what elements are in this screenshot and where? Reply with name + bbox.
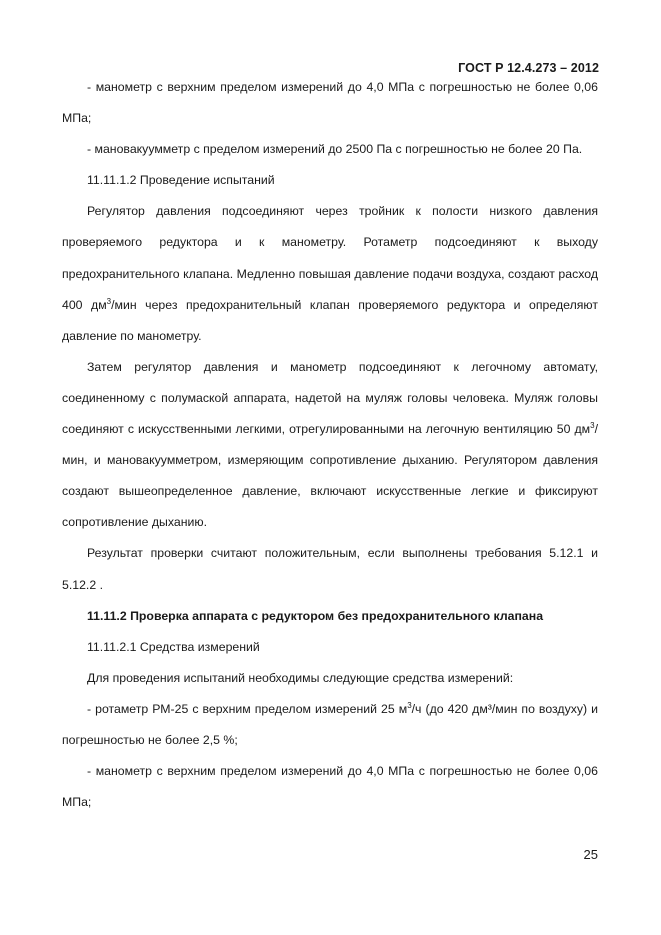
document-body	[62, 72, 598, 818]
paragraph-manovacuummeter: - мановакуумметр с пределом измерений до 2500 Па с погрешностью не более 20 Па.	[87, 142, 583, 157]
paragraph-manometer-2: - манометр с верхним пределом измерений до 4,0 МПа с погрешностью не более 0,06 МПа;	[62, 764, 598, 810]
page-number: 25	[583, 847, 598, 862]
paragraph-breathing-resistance: Затем регулятор давления и манометр подсоединяют к легочному автомату, соединенному с полумаской аппарата, надетой на муляж головы человека. Муляж головы соединяют с искусственными легкими, отрегулированными на легочную вентиляцию 50 $дм^3$/мин, и мановакуумметром, измеряющим сопротивление дыханию. Регулятором давления создают вышеопределенное давление, включают искусственные легкие и фиксируют сопротивление дыханию.	[62, 359, 598, 530]
document-header: ГОСТ Р 12.4.273 – 2012	[458, 61, 599, 75]
section-heading-11-11-2-1: 11.11.2.1 Средства измерений	[87, 639, 260, 654]
section-heading-11-11-1-2: 11.11.1.2 Проведение испытаний	[87, 173, 275, 188]
paragraph-instruments-intro: Для проведения испытаний необходимы следующие средства измерений:	[87, 670, 514, 685]
paragraph-rotameter: - ротаметр РМ-25 с верхним пределом измерений 25 $м^3/ч$ (до 420 дм³/мин по воздуху) и погрешностью не более 2,5 %;	[62, 700, 598, 747]
paragraph-test-result: Результат проверки считают положительным, если выполнены требования 5.12.1 и 5.12.2 .	[62, 546, 598, 592]
paragraph-pressure-regulator: Регулятор давления подсоединяют через тройник к полости низкого давления проверяемого редуктора и к манометру. Ротаметр подсоединяют к выходу предохранительного клапана. Медленно повышая давление подачи воздуха, создают расход 400 $дм^3$/мин через предохранительный клапан проверяемого редуктора и определяют давление по манометру.	[62, 204, 598, 343]
paragraph-manometer-1: - манометр с верхним пределом измерений до 4,0 МПа с погрешностью не более 0,06 МПа;	[62, 80, 598, 126]
section-heading-11-11-2: 11.11.2 Проверка аппарата с редуктором без предохранительного клапана	[87, 608, 544, 623]
